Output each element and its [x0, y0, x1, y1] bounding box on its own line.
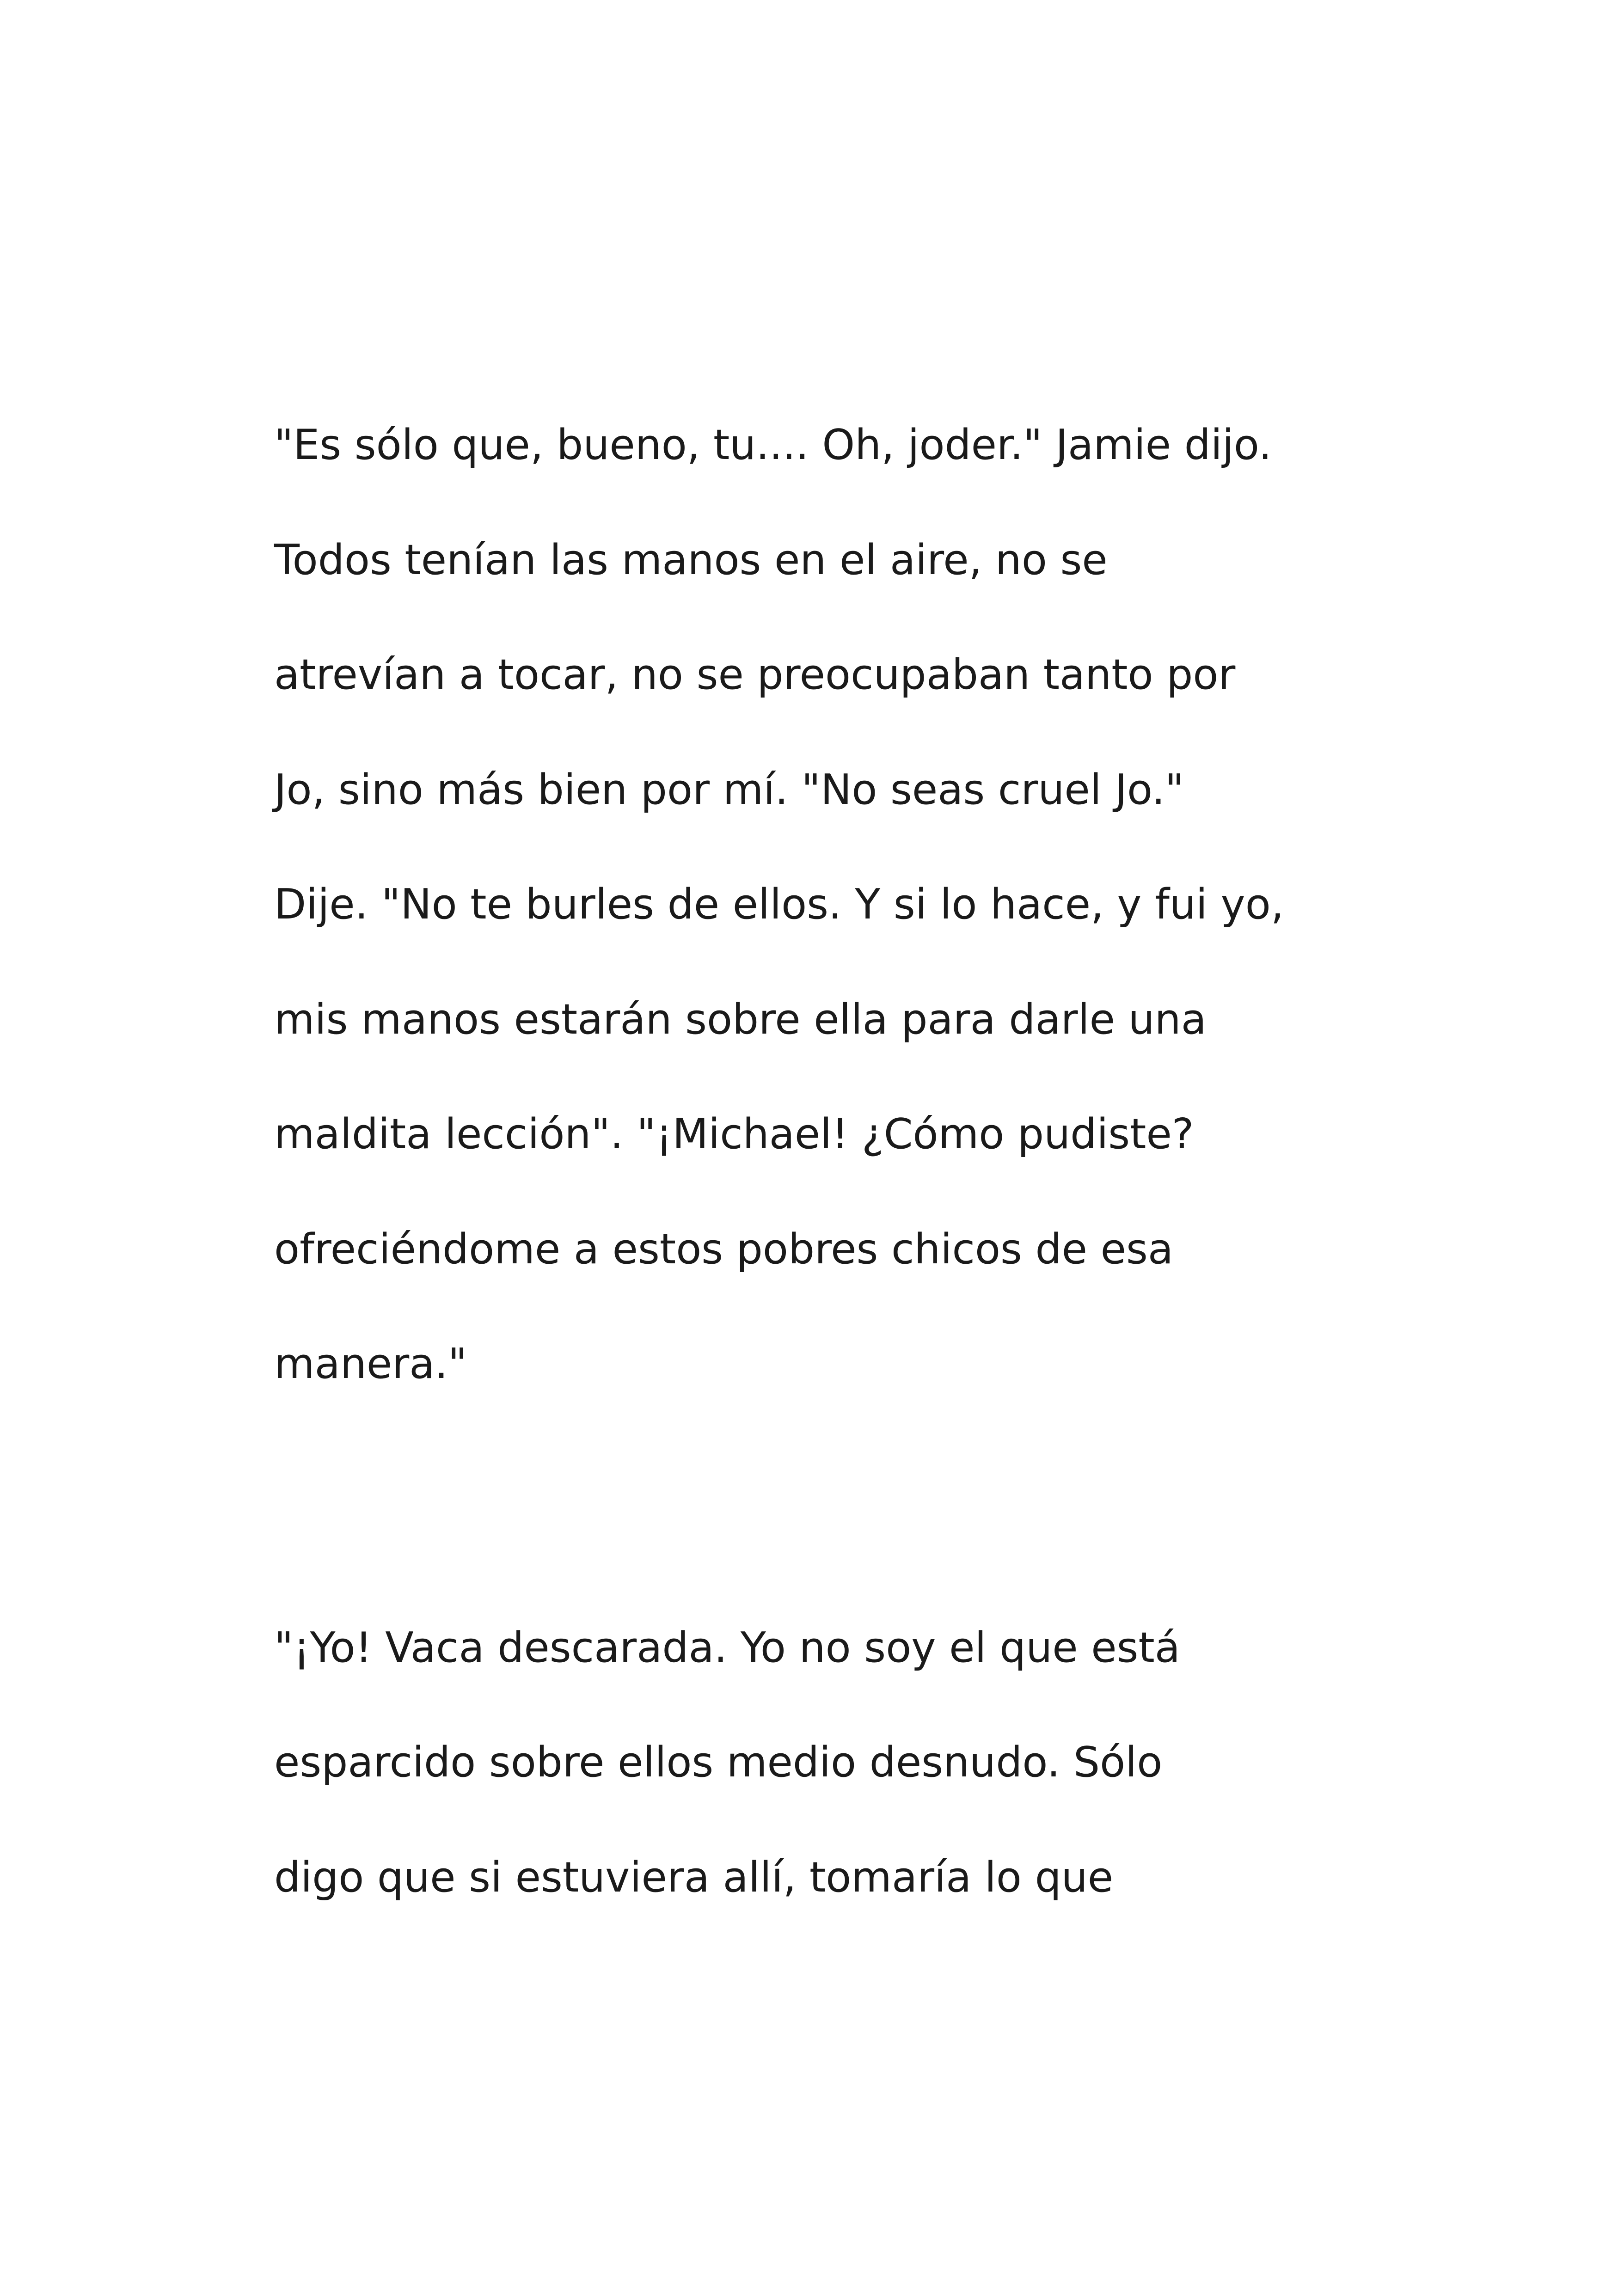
paragraph-line: Jo, sino más bien por mí. "No seas cruel Jo." — [274, 765, 1184, 814]
paragraph-line: digo que si estuviera allí, tomaría lo que — [274, 1853, 1114, 1902]
paragraph-line: ofreciéndome a estos pobres chicos de esa — [274, 1225, 1174, 1274]
paragraph-line: maldita lección". "¡Michael! ¿Cómo pudiste? — [274, 1110, 1194, 1158]
paragraph-line: atrevían a tocar, no se preocupaban tanto por — [274, 650, 1236, 699]
paragraph-line: mis manos estarán sobre ella para darle una — [274, 995, 1207, 1044]
paragraph-line: "¡Yo! Vaca descarada. Yo no soy el que está — [274, 1623, 1180, 1672]
paragraph-line: manera." — [274, 1340, 467, 1388]
paragraph-line: "Es sólo que, bueno, tu.... Oh, joder." Jamie dijo. — [274, 421, 1272, 469]
paragraph-line: Dije. "No te burles de ellos. Y si lo hace, y fui yo, — [274, 880, 1284, 929]
paragraph-line: Todos tenían las manos en el aire, no se — [274, 536, 1108, 584]
paragraph-line: esparcido sobre ellos medio desnudo. Sólo — [274, 1738, 1163, 1787]
